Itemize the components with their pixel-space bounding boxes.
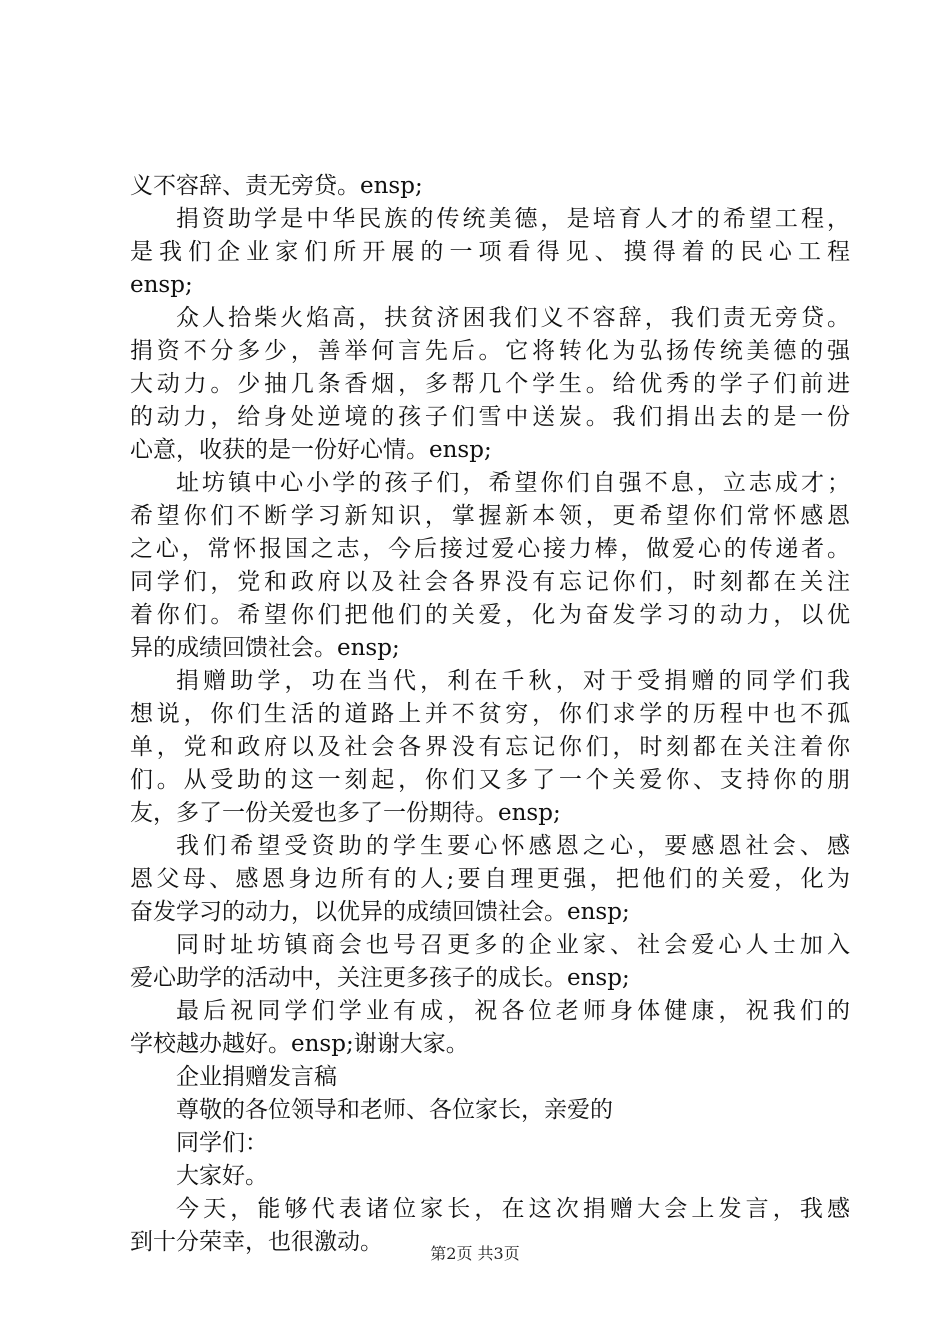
text-line: 大家好。: [176, 1163, 268, 1189]
text-line: 大动力。少抽几条香烟，多帮几个学生。给优秀的学子们前进: [130, 371, 850, 397]
text-line: 异的成绩回馈社会。ensp;: [130, 635, 400, 661]
text-line: 尊敬的各位领导和老师、各位家长，亲爱的: [176, 1097, 613, 1123]
page-number-footer: 第2页 共3页: [430, 1244, 520, 1263]
document-body: [130, 170, 850, 1259]
text-line: 同时址坊镇商会也号召更多的企业家、社会爱心人士加入: [176, 932, 850, 958]
text-line: 想说，你们生活的道路上并不贫穷，你们求学的历程中也不孤: [130, 701, 850, 727]
text-line: 捐赠助学，功在当代，利在千秋，对于受捐赠的同学们我: [176, 668, 850, 694]
text-line: 希望你们不断学习新知识，掌握新本领，更希望你们常怀感恩: [130, 503, 850, 529]
text-line: 的动力，给身处逆境的孩子们雪中送炭。我们捐出去的是一份: [130, 404, 850, 430]
text-line: 奋发学习的动力，以优异的成绩回馈社会。ensp;: [130, 899, 630, 925]
text-line: 心意，收获的是一份好心情。ensp;: [130, 437, 492, 463]
text-line: ensp;: [130, 272, 193, 298]
text-line: 捐资助学是中华民族的传统美德，是培育人才的希望工程，: [176, 206, 850, 232]
text-line: 单，党和政府以及社会各界没有忘记你们，时刻都在关注着你: [130, 734, 850, 760]
text-line: 到十分荣幸，也很激动。: [130, 1229, 383, 1255]
text-line: 捐资不分多少，善举何言先后。它将转化为弘扬传统美德的强: [130, 338, 850, 364]
text-line: 学校越办越好。ensp;谢谢大家。: [130, 1031, 469, 1057]
text-line: 最后祝同学们学业有成，祝各位老师身体健康，祝我们的: [176, 998, 850, 1024]
text-line: 义不容辞、责无旁贷。ensp;: [130, 173, 423, 199]
text-line: 友，多了一份关爱也多了一份期待。ensp;: [130, 800, 561, 826]
text-line: 恩父母、感恩身边所有的人;要自理更强，把他们的关爱，化为: [130, 866, 850, 892]
text-line: 企业捐赠发言稿: [176, 1064, 337, 1090]
text-line: 众人拾柴火焰高，扶贫济困我们义不容辞，我们责无旁贷。: [176, 305, 850, 331]
text-line: 爱心助学的活动中，关注更多孩子的成长。ensp;: [130, 965, 630, 991]
text-line: 们。从受助的这一刻起，你们又多了一个关爱你、支持你的朋: [130, 767, 850, 793]
text-line: 同学们：: [176, 1130, 268, 1156]
text-line: 之心，常怀报国之志，今后接过爱心接力棒，做爱心的传递者。: [130, 536, 850, 562]
text-line: 同学们，党和政府以及社会各界没有忘记你们，时刻都在关注: [130, 569, 850, 595]
text-line: 址坊镇中心小学的孩子们，希望你们自强不息，立志成才；: [176, 470, 850, 496]
text-line: 着你们。希望你们把他们的关爱，化为奋发学习的动力，以优: [130, 602, 850, 628]
text-line: 是我们企业家们所开展的一项看得见、摸得着的民心工程: [130, 239, 850, 265]
text-line: 我们希望受资助的学生要心怀感恩之心，要感恩社会、感: [176, 833, 850, 859]
text-line: 今天，能够代表诸位家长，在这次捐赠大会上发言，我感: [176, 1196, 850, 1222]
